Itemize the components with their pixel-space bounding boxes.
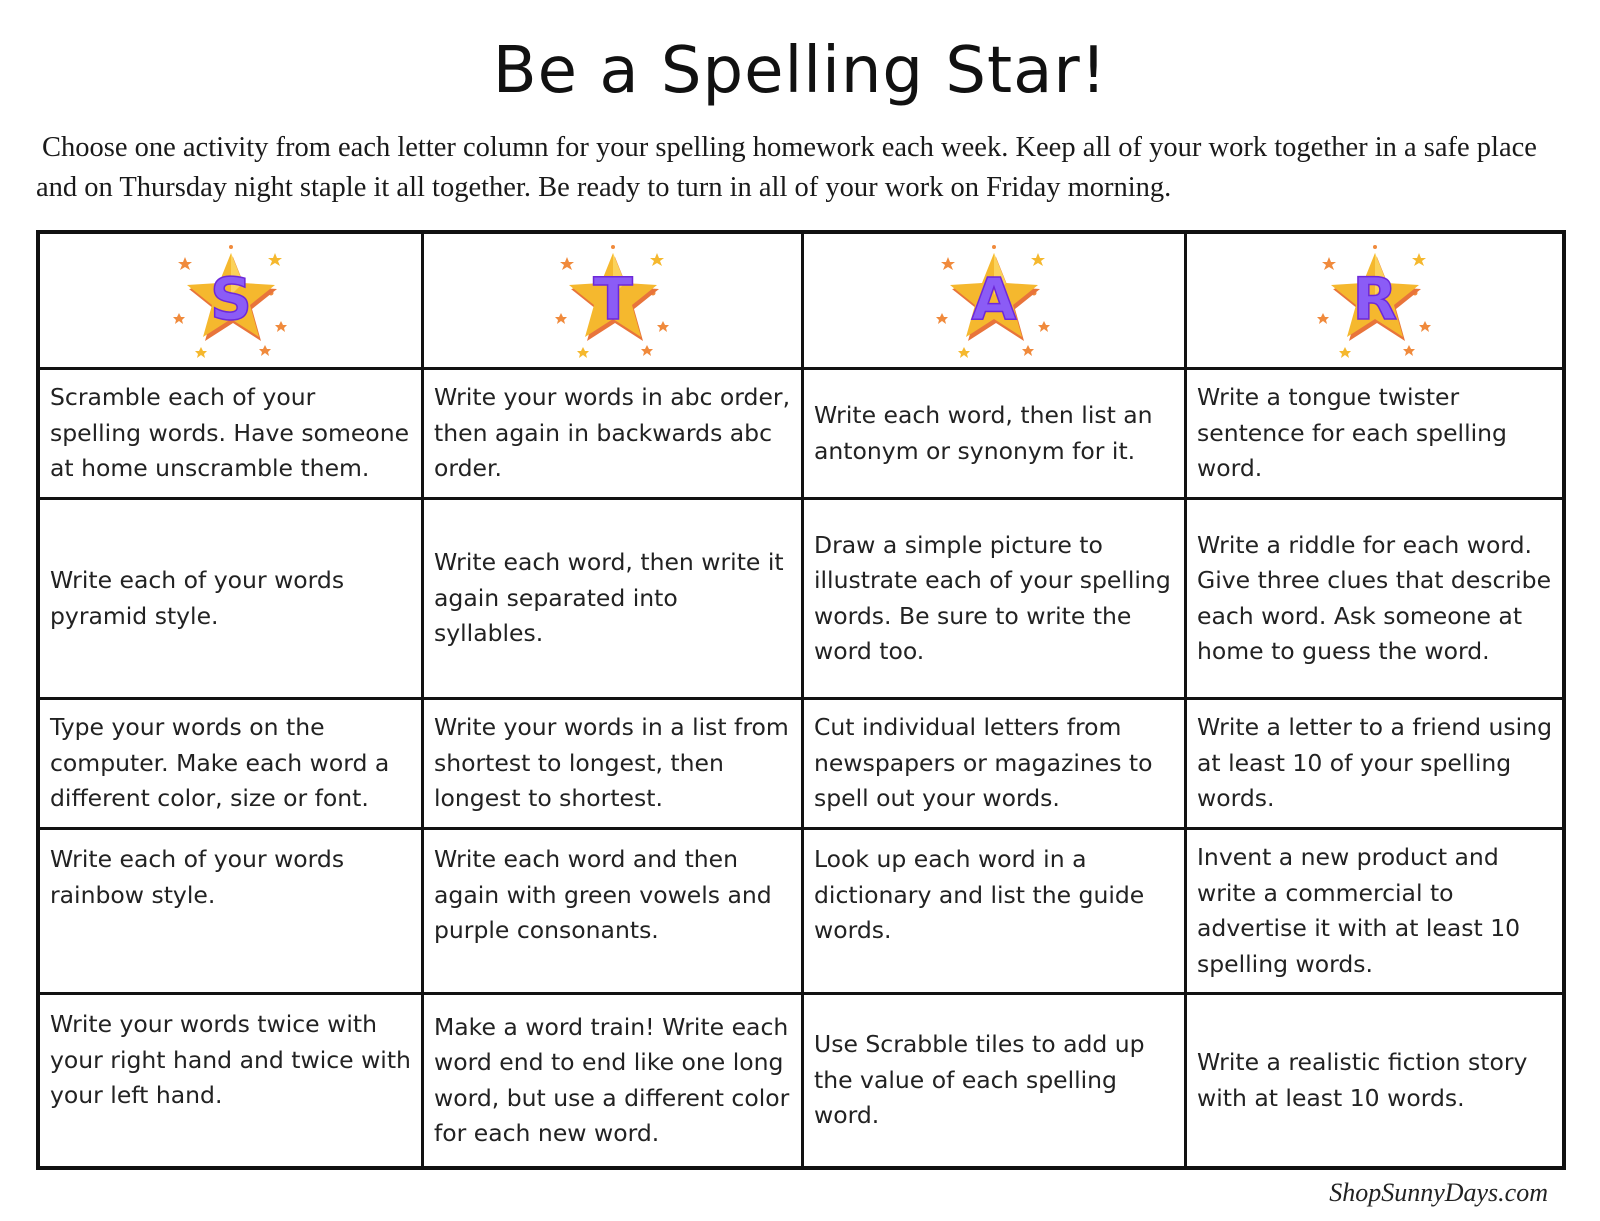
activity-cell: Write a realistic fiction story with at least 10 words. bbox=[1197, 1048, 1528, 1112]
column-header-t bbox=[424, 234, 804, 370]
activity-cell: Cut individual letters from newspapers or magazines to spell out your words. bbox=[804, 700, 1187, 830]
activity-grid bbox=[36, 230, 1566, 1170]
activity-cell: Write each word, then list an antonym or synonym for it. bbox=[804, 370, 1187, 500]
activity-cell: Look up each word in a dictionary and list the guide words. bbox=[804, 830, 1187, 995]
activity-cell: Write a letter to a friend using at least 10 of your spelling words. bbox=[1187, 700, 1562, 830]
activity-cell: Use Scrabble tiles to add up the value of each spelling word. bbox=[804, 995, 1187, 1166]
star-letter: T bbox=[592, 264, 633, 333]
page-title: Be a Spelling Star! bbox=[492, 34, 1108, 108]
star-a-icon bbox=[934, 243, 1054, 359]
activity-cell: Write each word and then again with green vowels and purple consonants. bbox=[424, 830, 804, 995]
activity-cell: Type your words on the computer. Make each word a different color, size or font. bbox=[40, 700, 424, 830]
activity-cell: Make a word train! Write each word end to end like one long word, but use a different color for each new word. bbox=[424, 995, 804, 1166]
activity-cell: Write your words in a list from shortest to longest, then longest to shortest. bbox=[424, 700, 804, 830]
instructions-paragraph: Choose one activity from each letter column for your spelling homework each week. Keep all of your work together in a safe place and on Thursday night staple it all together. Be ready to turn in all of your work on Friday morning. bbox=[36, 132, 1537, 203]
activity-cell: Write each of your words rainbow style. bbox=[40, 830, 424, 995]
activity-cell: Write each word, then write it again separated into syllables. bbox=[424, 500, 804, 700]
star-r-icon bbox=[1315, 243, 1435, 359]
star-letter: A bbox=[971, 264, 1017, 333]
activity-cell: Scramble each of your spelling words. Have someone at home unscramble them. bbox=[40, 370, 424, 500]
site-credit: ShopSunnyDays.com bbox=[1329, 1178, 1548, 1207]
star-s-icon bbox=[171, 243, 291, 359]
activity-cell: Write a riddle for each word. Give three clues that describe each word. Ask someone at home to guess the word. bbox=[1187, 500, 1562, 700]
column-header-a bbox=[804, 234, 1187, 370]
activity-cell: Write your words twice with your right hand and twice with your left hand. bbox=[40, 995, 424, 1166]
activity-cell: Draw a simple picture to illustrate each of your spelling words. Be sure to write the word too. bbox=[804, 500, 1187, 700]
activity-cell: Invent a new product and write a commercial to advertise it with at least 10 spelling words. bbox=[1187, 830, 1562, 995]
column-header-r bbox=[1187, 234, 1562, 370]
column-header-s bbox=[40, 234, 424, 370]
activity-cell: Write a tongue twister sentence for each spelling word. bbox=[1187, 370, 1562, 500]
star-letter: R bbox=[1352, 264, 1397, 333]
star-t-icon bbox=[553, 243, 673, 359]
activity-cell: Write each of your words pyramid style. bbox=[40, 500, 424, 700]
activity-cell: Write your words in abc order, then again in backwards abc order. bbox=[424, 370, 804, 500]
star-letter: S bbox=[209, 264, 252, 333]
